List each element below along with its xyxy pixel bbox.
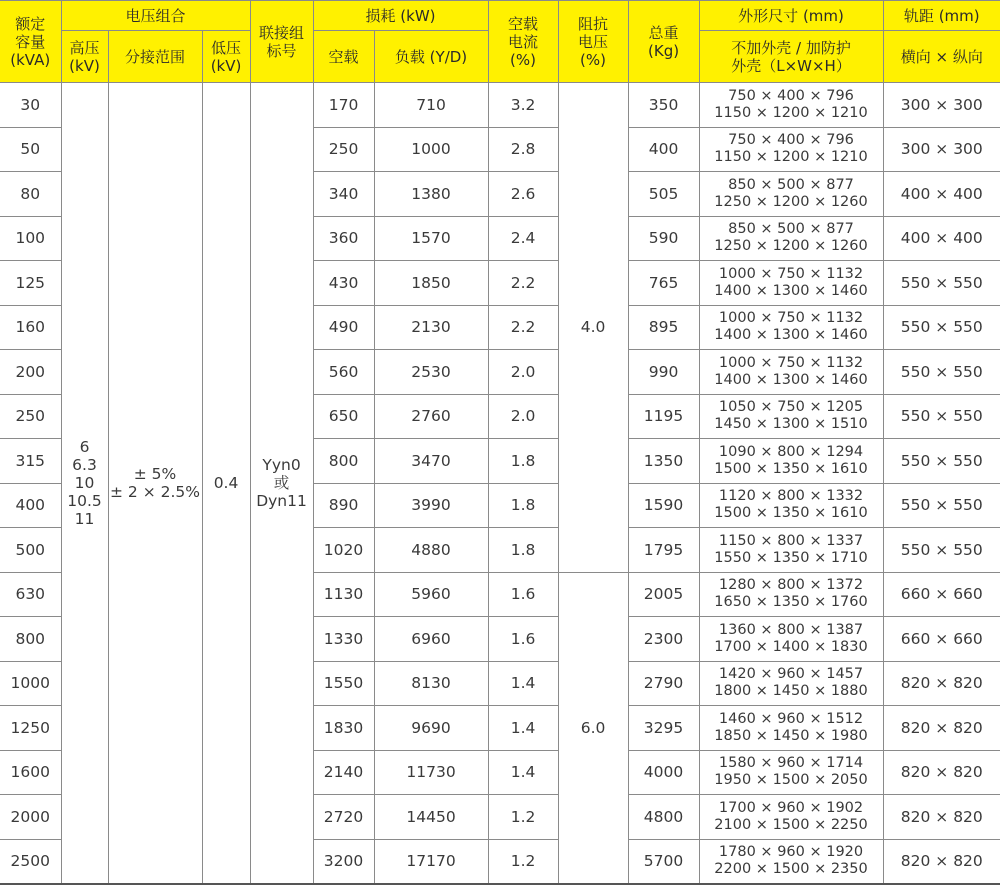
dimensions-cell: 1580 × 960 × 1714 1950 × 1500 × 2050: [699, 750, 883, 795]
weight-cell: 765: [628, 261, 699, 306]
gauge-cell: 550 × 550: [883, 350, 1000, 395]
noload-current-cell: 2.8: [488, 127, 558, 172]
weight-cell: 590: [628, 216, 699, 261]
load-loss-cell: 1850: [374, 261, 488, 306]
gauge-cell: 550 × 550: [883, 394, 1000, 439]
impedance-merged-cell: 4.0: [558, 83, 628, 573]
gauge-cell: 550 × 550: [883, 483, 1000, 528]
weight-cell: 2005: [628, 572, 699, 617]
header-noload-current: 空载 电流 (%): [488, 1, 558, 83]
noload-loss-cell: 2720: [313, 795, 374, 840]
load-loss-cell: 6960: [374, 617, 488, 662]
load-loss-cell: 11730: [374, 750, 488, 795]
weight-cell: 1795: [628, 528, 699, 573]
noload-loss-cell: 890: [313, 483, 374, 528]
noload-current-cell: 1.8: [488, 483, 558, 528]
noload-loss-cell: 490: [313, 305, 374, 350]
gauge-cell: 550 × 550: [883, 261, 1000, 306]
header-gauge: 轨距 (mm): [883, 1, 1000, 31]
weight-cell: 4800: [628, 795, 699, 840]
gauge-cell: 300 × 300: [883, 127, 1000, 172]
capacity-cell: 250: [0, 394, 61, 439]
load-loss-cell: 3990: [374, 483, 488, 528]
noload-loss-cell: 1130: [313, 572, 374, 617]
gauge-cell: 820 × 820: [883, 839, 1000, 884]
weight-cell: 1195: [628, 394, 699, 439]
gauge-cell: 300 × 300: [883, 83, 1000, 128]
tap-range-merged-cell: ± 5% ± 2 × 2.5%: [108, 83, 202, 884]
noload-loss-cell: 360: [313, 216, 374, 261]
capacity-cell: 80: [0, 172, 61, 217]
weight-cell: 505: [628, 172, 699, 217]
load-loss-cell: 5960: [374, 572, 488, 617]
weight-cell: 990: [628, 350, 699, 395]
noload-current-cell: 2.0: [488, 394, 558, 439]
noload-loss-cell: 560: [313, 350, 374, 395]
header-dimensions-sub: 不加外壳 / 加防护 外壳（L×W×H）: [699, 31, 883, 83]
dimensions-cell: 850 × 500 × 877 1250 × 1200 × 1260: [699, 216, 883, 261]
noload-loss-cell: 430: [313, 261, 374, 306]
gauge-cell: 400 × 400: [883, 172, 1000, 217]
noload-loss-cell: 1550: [313, 661, 374, 706]
table-row: [0, 83, 1000, 128]
dimensions-cell: 1460 × 960 × 1512 1850 × 1450 × 1980: [699, 706, 883, 751]
header-loss: 损耗 (kW): [313, 1, 488, 31]
load-loss-cell: 9690: [374, 706, 488, 751]
noload-current-cell: 1.8: [488, 528, 558, 573]
load-loss-cell: 4880: [374, 528, 488, 573]
noload-current-cell: 1.6: [488, 572, 558, 617]
capacity-cell: 800: [0, 617, 61, 662]
noload-current-cell: 1.2: [488, 795, 558, 840]
noload-current-cell: 1.6: [488, 617, 558, 662]
header-dimensions: 外形尺寸 (mm): [699, 1, 883, 31]
capacity-cell: 1600: [0, 750, 61, 795]
weight-cell: 1350: [628, 439, 699, 484]
dimensions-cell: 1120 × 800 × 1332 1500 × 1350 × 1610: [699, 483, 883, 528]
load-loss-cell: 8130: [374, 661, 488, 706]
header-tap-range: 分接范围: [108, 31, 202, 83]
dimensions-cell: 1000 × 750 × 1132 1400 × 1300 × 1460: [699, 305, 883, 350]
header-connection: 联接组 标号: [250, 1, 313, 83]
capacity-cell: 315: [0, 439, 61, 484]
load-loss-cell: 2130: [374, 305, 488, 350]
noload-loss-cell: 1020: [313, 528, 374, 573]
noload-current-cell: 2.4: [488, 216, 558, 261]
capacity-cell: 2500: [0, 839, 61, 884]
capacity-cell: 2000: [0, 795, 61, 840]
header-rated-capacity: 额定 容量 (kVA): [0, 1, 61, 83]
hv-merged-cell: 6 6.3 10 10.5 11: [61, 83, 108, 884]
capacity-cell: 1250: [0, 706, 61, 751]
gauge-cell: 660 × 660: [883, 572, 1000, 617]
load-loss-cell: 1380: [374, 172, 488, 217]
header-weight: 总重 (Kg): [628, 1, 699, 83]
noload-current-cell: 2.2: [488, 305, 558, 350]
noload-current-cell: 1.8: [488, 439, 558, 484]
load-loss-cell: 14450: [374, 795, 488, 840]
load-loss-cell: 17170: [374, 839, 488, 884]
noload-loss-cell: 340: [313, 172, 374, 217]
load-loss-cell: 2760: [374, 394, 488, 439]
weight-cell: 1590: [628, 483, 699, 528]
dimensions-cell: 1150 × 800 × 1337 1550 × 1350 × 1710: [699, 528, 883, 573]
noload-current-cell: 3.2: [488, 83, 558, 128]
noload-loss-cell: 250: [313, 127, 374, 172]
dimensions-cell: 1280 × 800 × 1372 1650 × 1350 × 1760: [699, 572, 883, 617]
gauge-cell: 400 × 400: [883, 216, 1000, 261]
gauge-cell: 660 × 660: [883, 617, 1000, 662]
dimensions-cell: 850 × 500 × 877 1250 × 1200 × 1260: [699, 172, 883, 217]
capacity-cell: 400: [0, 483, 61, 528]
weight-cell: 5700: [628, 839, 699, 884]
load-loss-cell: 710: [374, 83, 488, 128]
load-loss-cell: 1000: [374, 127, 488, 172]
load-loss-cell: 2530: [374, 350, 488, 395]
weight-cell: 350: [628, 83, 699, 128]
connection-merged-cell: Yyn0 或 Dyn11: [250, 83, 313, 884]
load-loss-cell: 3470: [374, 439, 488, 484]
gauge-cell: 550 × 550: [883, 439, 1000, 484]
noload-loss-cell: 2140: [313, 750, 374, 795]
weight-cell: 400: [628, 127, 699, 172]
dimensions-cell: 1000 × 750 × 1132 1400 × 1300 × 1460: [699, 350, 883, 395]
header-impedance: 阻抗 电压 (%): [558, 1, 628, 83]
load-loss-cell: 1570: [374, 216, 488, 261]
capacity-cell: 100: [0, 216, 61, 261]
noload-loss-cell: 170: [313, 83, 374, 128]
weight-cell: 895: [628, 305, 699, 350]
header-loss-load: 负载 (Y/D): [374, 31, 488, 83]
capacity-cell: 50: [0, 127, 61, 172]
lv-merged-cell: 0.4: [202, 83, 250, 884]
capacity-cell: 200: [0, 350, 61, 395]
noload-current-cell: 1.4: [488, 661, 558, 706]
dimensions-cell: 750 × 400 × 796 1150 × 1200 × 1210: [699, 127, 883, 172]
header-voltage-combo: 电压组合: [61, 1, 250, 31]
table-body: [0, 83, 1000, 884]
noload-loss-cell: 3200: [313, 839, 374, 884]
noload-loss-cell: 1830: [313, 706, 374, 751]
gauge-cell: 550 × 550: [883, 305, 1000, 350]
dimensions-cell: 750 × 400 × 796 1150 × 1200 × 1210: [699, 83, 883, 128]
capacity-cell: 500: [0, 528, 61, 573]
gauge-cell: 820 × 820: [883, 750, 1000, 795]
noload-current-cell: 2.2: [488, 261, 558, 306]
capacity-cell: 160: [0, 305, 61, 350]
weight-cell: 2300: [628, 617, 699, 662]
capacity-cell: 1000: [0, 661, 61, 706]
dimensions-cell: 1050 × 750 × 1205 1450 × 1300 × 1510: [699, 394, 883, 439]
dimensions-cell: 1090 × 800 × 1294 1500 × 1350 × 1610: [699, 439, 883, 484]
gauge-cell: 820 × 820: [883, 661, 1000, 706]
noload-current-cell: 1.4: [488, 750, 558, 795]
impedance-merged-cell: 6.0: [558, 572, 628, 884]
weight-cell: 3295: [628, 706, 699, 751]
noload-current-cell: 2.0: [488, 350, 558, 395]
gauge-cell: 820 × 820: [883, 795, 1000, 840]
dimensions-cell: 1780 × 960 × 1920 2200 × 1500 × 2350: [699, 839, 883, 884]
noload-loss-cell: 800: [313, 439, 374, 484]
weight-cell: 4000: [628, 750, 699, 795]
capacity-cell: 630: [0, 572, 61, 617]
capacity-cell: 125: [0, 261, 61, 306]
dimensions-cell: 1700 × 960 × 1902 2100 × 1500 × 2250: [699, 795, 883, 840]
header-loss-noload: 空载: [313, 31, 374, 83]
gauge-cell: 820 × 820: [883, 706, 1000, 751]
header-hv: 高压 (kV): [61, 31, 108, 83]
header-gauge-sub: 横向 × 纵向: [883, 31, 1000, 83]
dimensions-cell: 1360 × 800 × 1387 1700 × 1400 × 1830: [699, 617, 883, 662]
capacity-cell: 30: [0, 83, 61, 128]
weight-cell: 2790: [628, 661, 699, 706]
noload-loss-cell: 1330: [313, 617, 374, 662]
noload-current-cell: 1.2: [488, 839, 558, 884]
noload-current-cell: 1.4: [488, 706, 558, 751]
header-lv: 低压 (kV): [202, 31, 250, 83]
noload-current-cell: 2.6: [488, 172, 558, 217]
dimensions-cell: 1420 × 960 × 1457 1800 × 1450 × 1880: [699, 661, 883, 706]
gauge-cell: 550 × 550: [883, 528, 1000, 573]
noload-loss-cell: 650: [313, 394, 374, 439]
dimensions-cell: 1000 × 750 × 1132 1400 × 1300 × 1460: [699, 261, 883, 306]
